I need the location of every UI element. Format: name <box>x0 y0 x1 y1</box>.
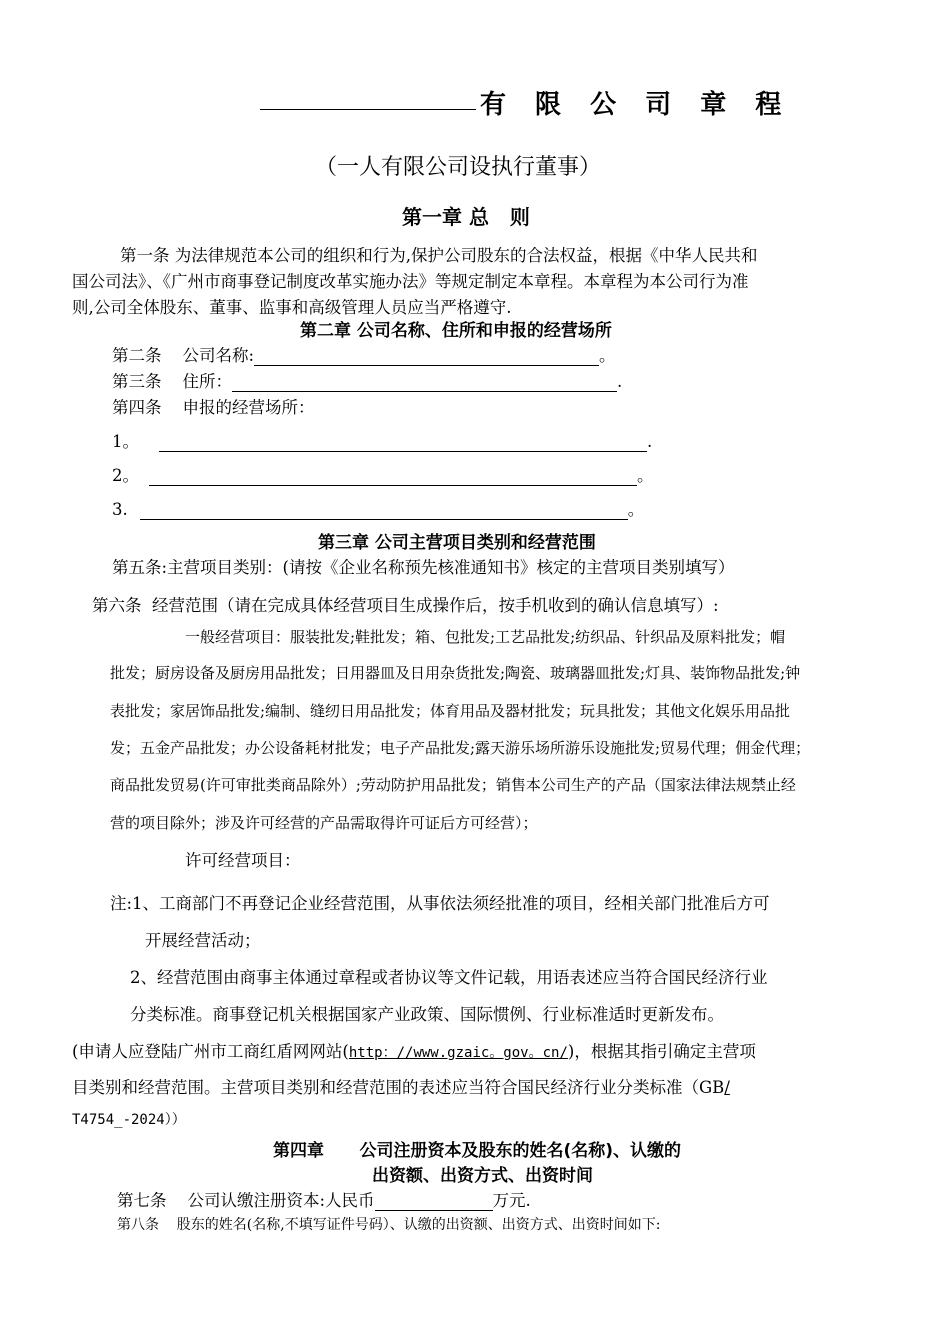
apply-line-1 <box>72 1038 756 1062</box>
chapter-3-heading: 第三章 公司主营项目类别和经营范围 <box>318 533 596 553</box>
article-2-label: 第二条 公司名称: <box>112 346 255 365</box>
site-3-end: 。 <box>627 500 645 519</box>
article-1-line-3: 则,公司全体股东、董事、监事和高级管理人员应当严格遵守. <box>72 298 512 317</box>
chapter-4-heading-line-1: 第四章 公司注册资本及股东的姓名(名称)、认缴的 <box>273 1141 682 1161</box>
article-3-end: . <box>616 372 623 391</box>
general-scope-line-6: 营的项目除外；涉及许可经营的产品需取得许可证后方可经营）； <box>110 814 538 832</box>
apply2-text: 目类别和经营范围。主营项目类别和经营范围的表述应当符合国民经济行业分类标准（GB <box>72 1078 725 1097</box>
site-3 <box>112 496 644 520</box>
chapter-1-heading: 第一章 总 则 <box>402 205 530 229</box>
note-2-line-2: 分类标准。商事登记机关根据国家产业政策、国际惯例、行业标准适时更新发布。 <box>130 1005 724 1024</box>
site-3-num: 3. <box>112 500 128 519</box>
address-field[interactable] <box>232 373 617 392</box>
general-scope-line-1: 一般经营项目：服装批发;鞋批发；箱、包批发;工艺品批发;纺织品、针织品及原料批发；帽 <box>185 628 786 646</box>
apply2-link[interactable]: / <box>724 1078 730 1097</box>
company-name-field[interactable] <box>254 347 599 366</box>
page-title: 有 限 公 司 章 程 <box>480 90 792 120</box>
licensed-scope: 许可经营项目： <box>185 851 301 870</box>
capital-field[interactable] <box>375 1192 493 1211</box>
article-8: 第八条 股东的姓名(名称,不填写证件号码）、认缴的出资额、出资方式、出资时间如下: <box>117 1217 661 1233</box>
site-1-field[interactable] <box>159 433 647 452</box>
page-subtitle: （一人有限公司设执行董事） <box>315 155 602 180</box>
general-scope-line-5: 商品批发贸易(许可审批类商品除外）;劳动防护用品批发；销售本公司生产的产品（国家法律法规禁止经 <box>110 776 796 794</box>
site-1 <box>112 428 652 452</box>
general-scope-line-4: 发；五金产品批发；办公设备耗材批发；电子产品批发;露天游乐场所游乐设施批发;贸易代理；佣金代理； <box>110 739 811 757</box>
title-blank <box>260 87 476 110</box>
site-2 <box>112 462 654 486</box>
article-2-end: 。 <box>599 346 616 365</box>
site-1-end: . <box>647 432 653 451</box>
note-1-line-2: 开展经营活动； <box>145 931 261 950</box>
chapter-2-heading: 第二章 公司名称、住所和申报的经营场所 <box>300 321 612 341</box>
gzaic-link[interactable]: http：//www.gzaic。gov。cn/ <box>348 1045 568 1061</box>
article-3 <box>112 368 622 392</box>
article-4: 第四条 申报的经营场所： <box>112 398 315 417</box>
note-2-line-1: 2、经营范围由商事主体通过章程或者协议等文件记载，用语表述应当符合国民经济行业 <box>130 968 768 987</box>
apply-text-b: )，根据其指引确定主营项 <box>567 1042 756 1061</box>
article-7-label: 第七条 公司认缴注册资本:人民币 <box>117 1191 375 1210</box>
article-7 <box>117 1187 531 1211</box>
note-1-line-1: 注:1、工商部门不再登记企业经营范围，从事依法须经批准的项目，经相关部门批准后方可 <box>110 894 770 913</box>
site-2-field[interactable] <box>149 467 637 486</box>
article-1-line-2: 国公司法》、《广州市商事登记制度改革实施办法》等规定制定本章程。本章程为本公司行为准 <box>72 272 749 291</box>
article-7-end: 万元. <box>492 1191 531 1210</box>
article-3-label: 第三条 住所： <box>112 372 232 391</box>
site-2-num: 2。 <box>112 466 139 485</box>
article-6: 第六条 经营范围（请在完成具体经营项目生成操作后，按手机收到的确认信息填写）: <box>92 596 719 615</box>
general-scope-line-2: 批发；厨房设备及厨房用品批发；日用器皿及日用杂货批发;陶瓷、玻璃器皿批发;灯具、装饰物品批发;钟 <box>110 664 801 682</box>
general-scope-line-3: 表批发；家居饰品批发;编制、缝纫日用品批发；体育用品及器材批发；玩具批发；其他文化娱乐用品批 <box>110 702 791 720</box>
apply-line-3: T4754_-2024）） <box>72 1112 186 1128</box>
apply-line-2 <box>72 1074 730 1098</box>
chapter-4-heading-line-2: 出资额、出资方式、出资时间 <box>372 1166 593 1186</box>
article-5: 第五条:主营项目类别：(请按《企业名称预先核准通知书》核定的主营项目类别填写） <box>112 558 735 577</box>
article-1-line-1: 第一条 为法律规范本公司的组织和行为,保护公司股东的合法权益，根据《中华人民共和 <box>120 246 758 265</box>
apply-text-a: (申请人应登陆广州市工商红盾网网站( <box>72 1042 349 1061</box>
site-2-end: 。 <box>637 466 654 485</box>
site-1-num: 1。 <box>112 432 139 451</box>
site-3-field[interactable] <box>140 501 628 520</box>
article-2 <box>112 342 616 366</box>
